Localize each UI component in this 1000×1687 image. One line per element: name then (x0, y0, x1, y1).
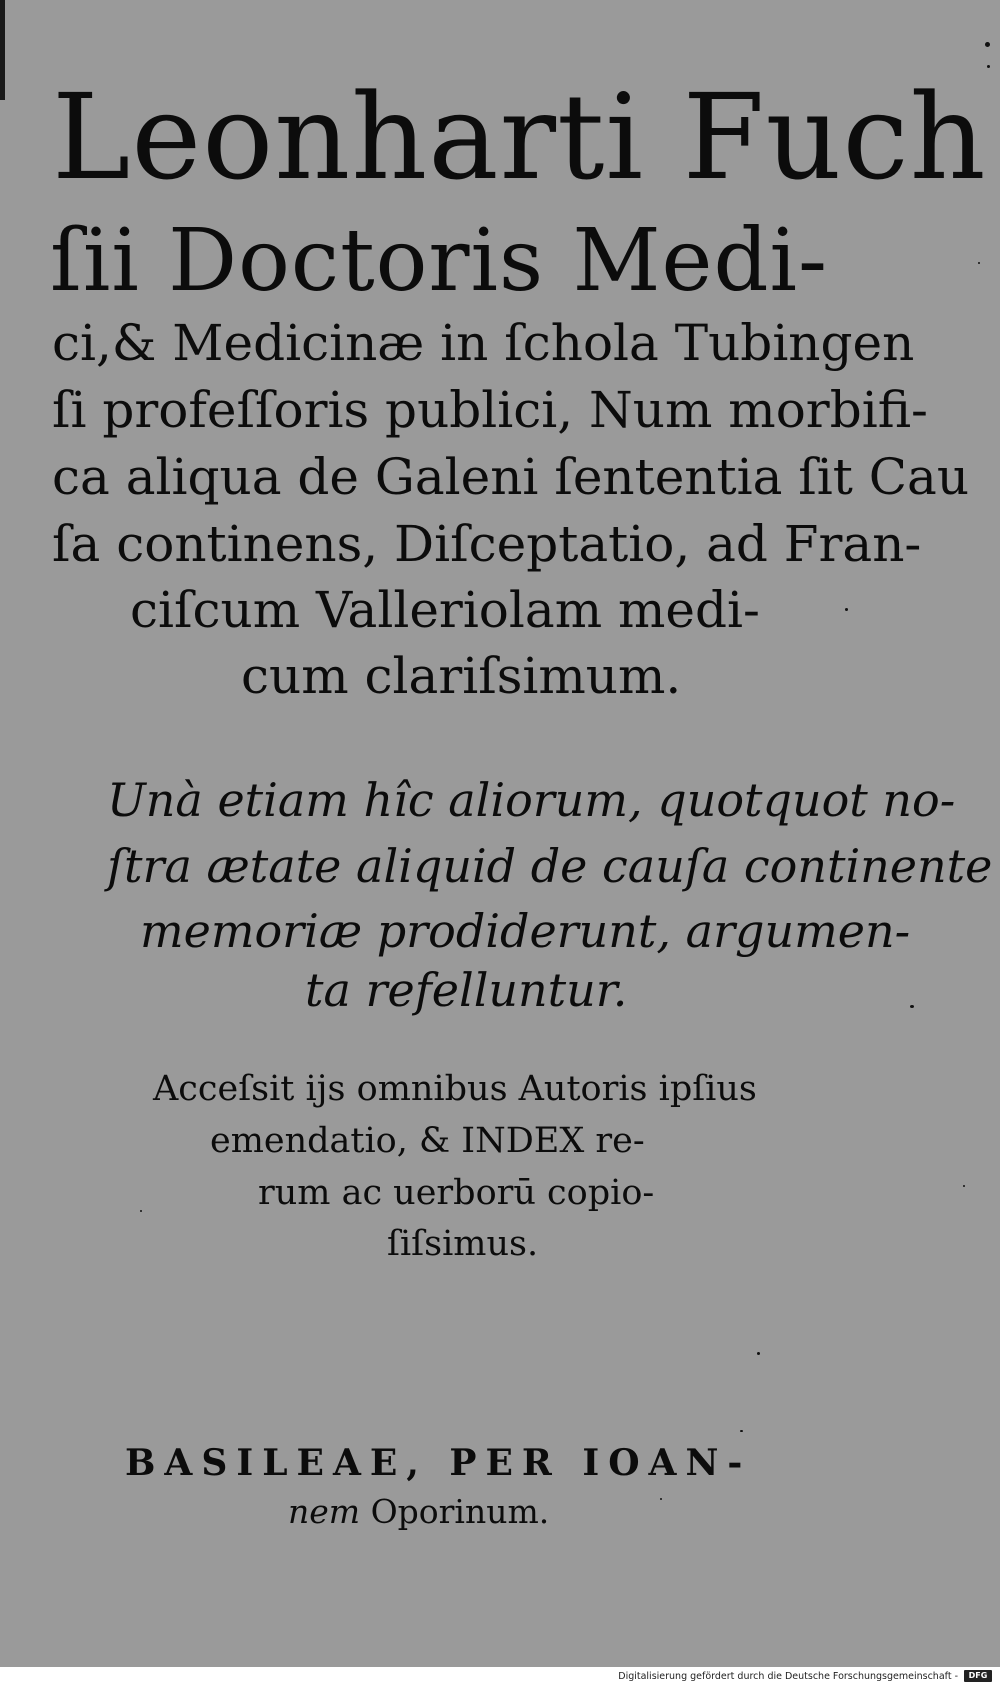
title-line-2: ſii Doctoris Medi- (50, 211, 829, 311)
subtitle-line-3: memoriæ prodiderunt, argumen- (140, 904, 911, 958)
imprint-line-2-italic: nem (288, 1492, 361, 1531)
title-line-3: ci,& Medicinæ in ſchola Tubingen (52, 314, 915, 372)
title-line-1: Leonharti Fuch (52, 68, 987, 206)
title-line-5: ca aliqua de Galeni ſententia ſit Cau (52, 448, 970, 506)
page-edge-mark (0, 0, 5, 100)
accessit-line-3: rum ac uerborū copio- (258, 1173, 655, 1213)
accessit-line-4: ſiſsimus. (387, 1224, 539, 1264)
subtitle-line-2: ſtra ætate aliquid de cauſa continente (107, 839, 993, 893)
imprint-line-2 (288, 1492, 550, 1531)
subtitle-line-4: ta refelluntur. (305, 963, 628, 1017)
title-line-8: cum clariſsimum. (241, 647, 682, 705)
title-line-6: ſa continens, Diſceptatio, ad Fran- (52, 515, 922, 573)
imprint-line-2-rest: Oporinum. (370, 1492, 550, 1531)
dfg-logo-icon: DFG (964, 1670, 992, 1682)
imprint-line-1: BASILEAE, PER IOAN- (125, 1442, 752, 1484)
subtitle-line-1: Unà etiam hîc aliorum, quotquot no- (107, 773, 956, 827)
digitization-footer (0, 1667, 1000, 1687)
footer-credit: Digitalisierung gefördert durch die Deutsche Forschungsgemeinschaft - (618, 1671, 958, 1682)
title-line-4: ſi profeſſoris publici, Num morbifi- (52, 381, 928, 439)
title-line-7: ciſcum Valleriolam medi- (130, 581, 760, 639)
accessit-line-1: Acceſsit ijs omnibus Autoris ipſius (153, 1069, 757, 1109)
accessit-line-2: emendatio, & INDEX re- (210, 1121, 645, 1161)
